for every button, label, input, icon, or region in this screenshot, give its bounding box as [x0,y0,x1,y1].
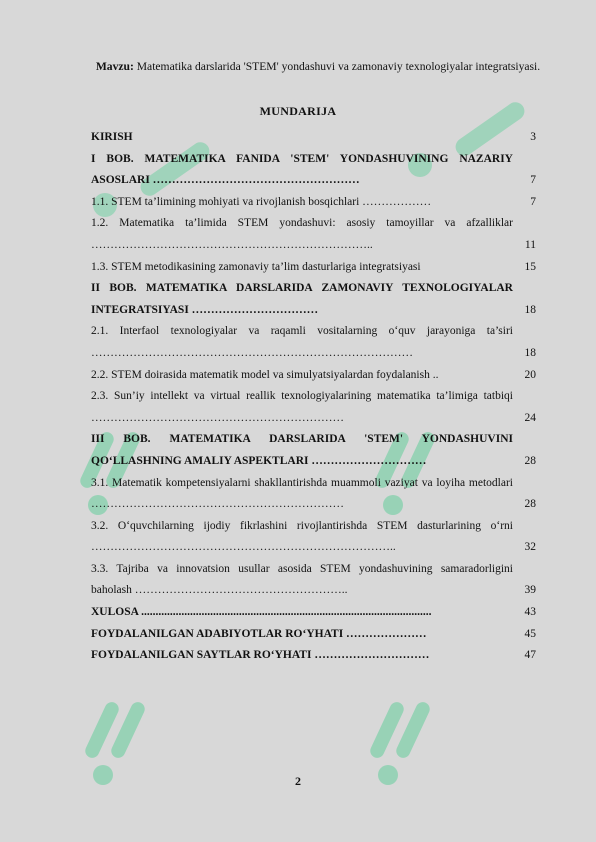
toc-entry-text: XULOSA ..................................................................................................... [91,606,432,619]
toc-entry-page: 43 [524,606,536,619]
toc-entry-page: 7 [530,195,536,208]
toc-entry-text: 3.1. Matematik kompetensiyalarni shakllantirishda muammoli vaziyat va loyiha metodlari ………………………………………………………… [91,476,513,511]
toc-row[interactable] [91,149,536,192]
toc-entry-text: I BOB. MATEMATIKA FANIDA 'STEM' YONDASHUVINING NAZARIY ASOSLARI ……………………………………………… [91,152,513,187]
toc-row[interactable] [91,386,536,429]
toc-entry-text: 3.2. O‘quvchilarning ijodiy fikrlashini rivojlantirishda STEM dasturlarining o‘rni …………………………………………………………………….. [91,519,513,554]
document-topic [80,56,556,77]
toc-entry-text: 1.3. STEM metodikasining zamonaviy ta’lim dasturlariga integratsiyasi [91,260,421,273]
toc-row[interactable] [91,365,536,387]
toc-entry-page: 24 [524,411,536,424]
toc-row[interactable] [91,429,536,472]
toc-row[interactable] [91,192,536,214]
topic-label: Mavzu: [95,60,134,73]
table-of-contents [91,127,536,667]
page-number: 2 [295,774,301,788]
toc-entry-text: 1.1. STEM ta’limining mohiyati va rivojlanish bosqichlari ……………… [91,195,432,208]
toc-entry-page: 45 [524,627,536,640]
toc-entry-page: 20 [524,368,536,381]
toc-entry-page: 47 [524,649,536,662]
toc-row[interactable] [91,559,536,602]
toc-entry-page: 18 [524,346,536,359]
toc-entry-page: 18 [524,303,536,316]
toc-entry-text: II BOB. MATEMATIKA DARSLARIDA ZAMONAVIY TEXNOLOGIYALAR INTEGRATSIYASI …………………………… [91,282,513,316]
toc-entry-page: 15 [524,260,536,273]
toc-entry-text: FOYDALANILGAN SAYTLAR RO‘YHATI ………………………… [91,649,430,662]
toc-row[interactable] [91,257,536,279]
toc-row[interactable] [91,516,536,559]
toc-entry-page: 28 [524,498,536,511]
toc-entry-text: 1.2. Matematika ta’limida STEM yondashuvi: asosiy tamoyillar va afzalliklar ……………………………………………………………….. [91,217,513,251]
toc-row[interactable] [91,278,536,321]
toc-entry-page: 7 [530,174,536,187]
toc-entry-text: 2.1. Interfaol texnologiyalar va raqamli vositalarning o‘quv jarayoniga ta’siri ………………………………………………………………………… [91,325,513,359]
toc-row[interactable] [91,473,536,516]
toc-row[interactable] [91,213,536,256]
toc-row[interactable] [91,602,536,624]
toc-heading: MUNDARIJA [259,104,337,118]
toc-row[interactable] [91,624,536,646]
toc-entry-page: 3 [530,131,536,143]
toc-row[interactable] [91,321,536,364]
toc-row[interactable] [91,127,536,149]
toc-entry-text: 2.2. STEM doirasida matematik model va simulyatsiyalardan foydalanish .. [91,368,439,381]
toc-entry-text: 3.3. Tajriba va innovatsion usullar asosida STEM yondashuvining samaradorligini baholash ……………………………………………….. [91,562,513,597]
toc-entry-text: III BOB. MATEMATIKA DARSLARIDA 'STEM' YONDASHUVINI QO‘LLASHNING AMALIY ASPEKTLARI ………………………… [91,433,513,467]
toc-entry-text: FOYDALANILGAN ADABIYOTLAR RO‘YHATI ………………… [91,627,427,640]
toc-row[interactable] [91,645,536,667]
toc-entry-page: 28 [524,454,536,467]
toc-entry-text: KIRISH [91,131,133,143]
toc-entry-text: 2.3. Sun’iy intellekt va virtual reallik texnologiyalarining matematika ta’limiga tatbiqi ………………………………………………………… [91,390,513,424]
toc-entry-page: 32 [524,541,536,554]
toc-entry-page: 39 [524,584,536,597]
toc-entry-page: 11 [524,238,536,251]
topic-text: Matematika darslarida 'STEM' yondashuvi va zamonaviy texnologiyalar integratsiyasi. [136,60,541,73]
